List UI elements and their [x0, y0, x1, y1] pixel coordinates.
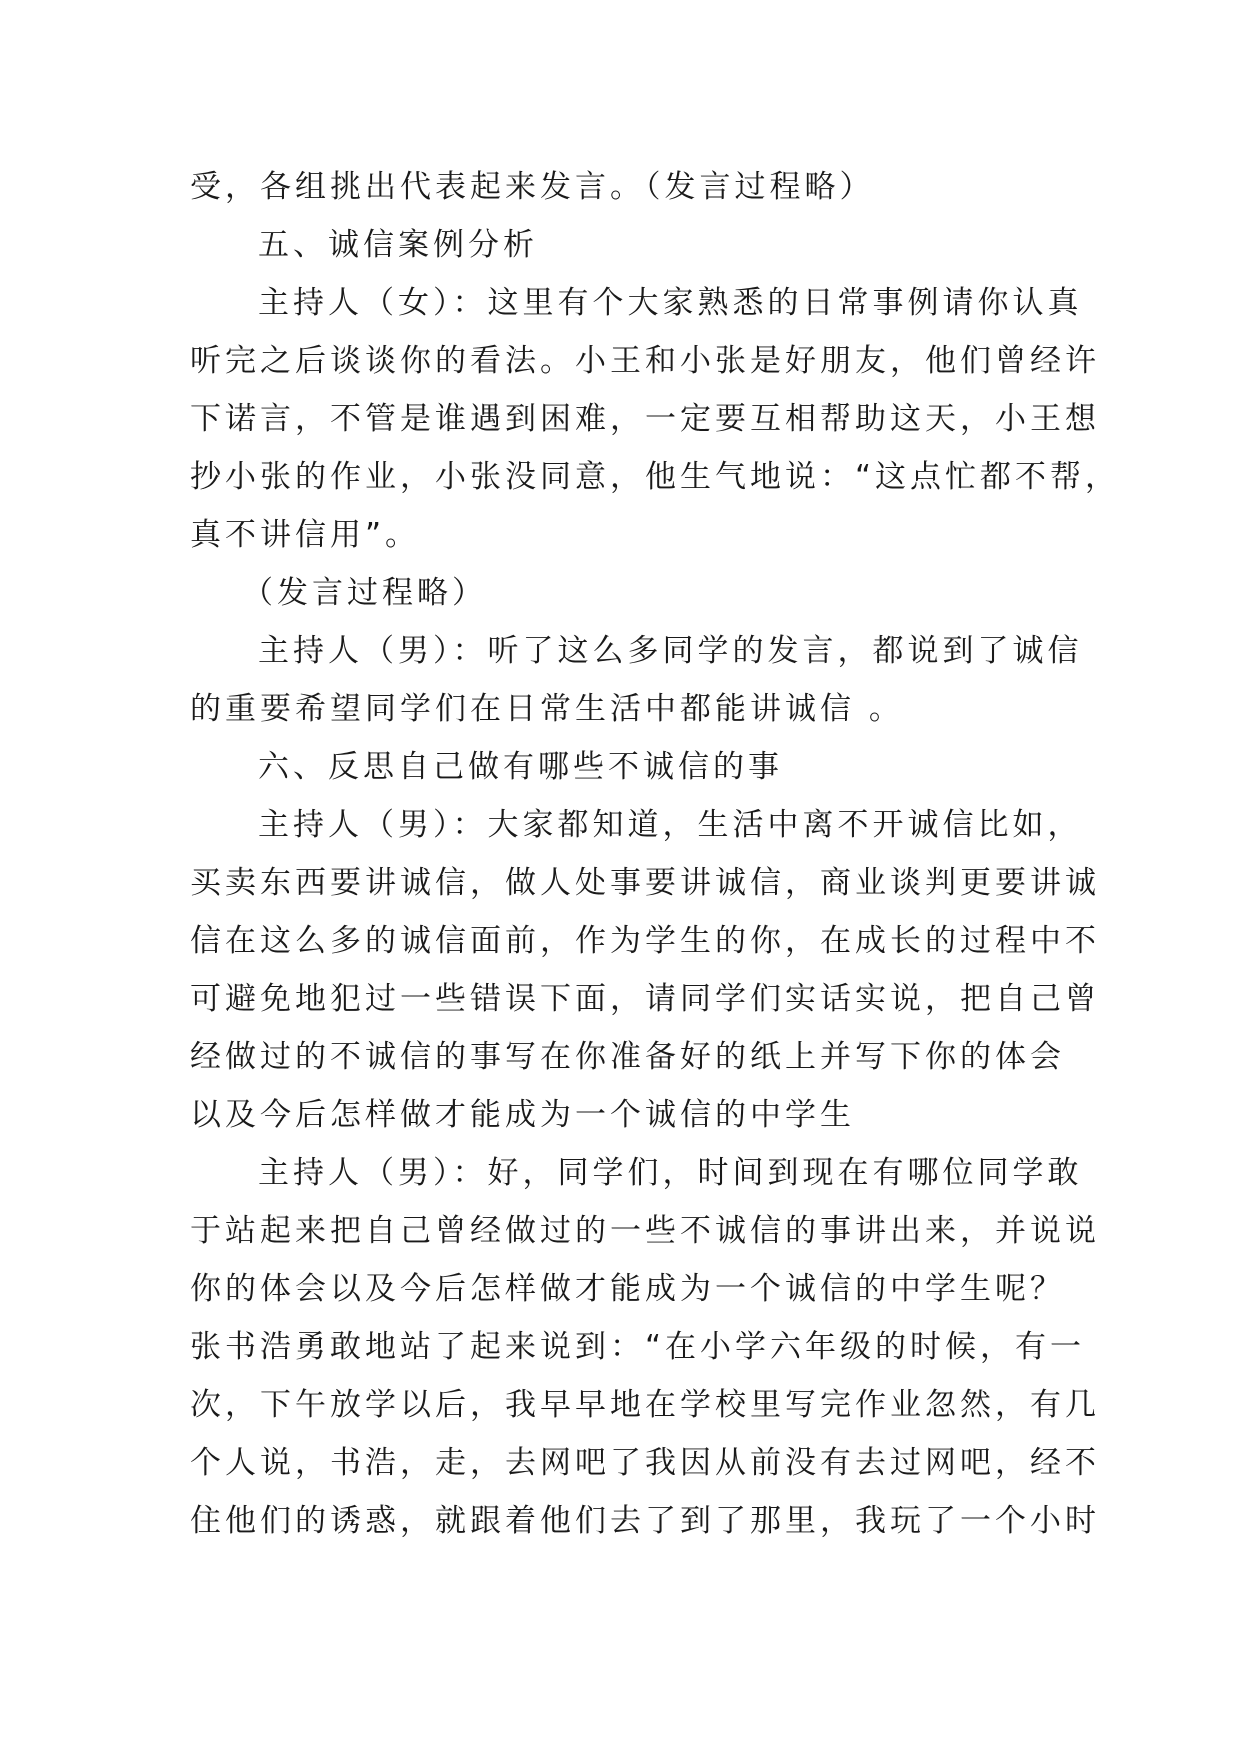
text-line: 抄小张的作业，小张没同意，他生气地说：“这点忙都不帮， [190, 459, 1121, 495]
section-heading: 五、诚信案例分析 [258, 227, 538, 263]
text-line: 受，各组挑出代表起来发言。（发言过程略） [190, 169, 875, 205]
text-line: 次，下午放学以后，我早早地在学校里写完作业忽然，有几 [190, 1387, 1100, 1423]
text-line: 听完之后谈谈你的看法。小王和小张是好朋友，他们曾经许 [190, 343, 1100, 379]
text-line: 主持人（女）：这里有个大家熟悉的日常事例请你认真 [258, 285, 1083, 321]
text-line: （发言过程略） [242, 575, 487, 611]
text-line: 主持人（男）：听了这么多同学的发言，都说到了诚信 [258, 633, 1083, 669]
text-line: 主持人（男）：大家都知道，生活中离不开诚信比如， [258, 807, 1083, 843]
text-line: 可避免地犯过一些错误下面，请同学们实话实说，把自己曾 [190, 981, 1100, 1017]
text-line: 买卖东西要讲诚信，做人处事要讲诚信，商业谈判更要讲诚 [190, 865, 1100, 901]
text-line: 主持人（男）：好，同学们，时间到现在有哪位同学敢 [258, 1155, 1083, 1191]
text-line: 下诺言，不管是谁遇到困难，一定要互相帮助这天，小王想 [190, 401, 1100, 437]
document-body [190, 158, 1121, 1550]
text-line: 以及今后怎样做才能成为一个诚信的中学生 [190, 1097, 855, 1133]
text-line: 张书浩勇敢地站了起来说到：“在小学六年级的时候，有一 [190, 1329, 1086, 1365]
text-line: 个人说，书浩，走，去网吧了我因从前没有去过网吧，经不 [190, 1445, 1100, 1481]
text-line: 经做过的不诚信的事写在你准备好的纸上并写下你的体会 [190, 1039, 1065, 1075]
text-line: 于站起来把自己曾经做过的一些不诚信的事讲出来，并说说 [190, 1213, 1100, 1249]
text-line: 住他们的诱惑，就跟着他们去了到了那里，我玩了一个小时 [190, 1503, 1100, 1539]
section-heading: 六、反思自己做有哪些不诚信的事 [258, 749, 783, 785]
text-line: 的重要希望同学们在日常生活中都能讲诚信 。 [190, 691, 904, 727]
text-line: 信在这么多的诚信面前，作为学生的你，在成长的过程中不 [190, 923, 1100, 959]
text-line: 真不讲信用”。 [190, 517, 421, 553]
text-line: 你的体会以及今后怎样做才能成为一个诚信的中学生呢？ [190, 1271, 1065, 1307]
